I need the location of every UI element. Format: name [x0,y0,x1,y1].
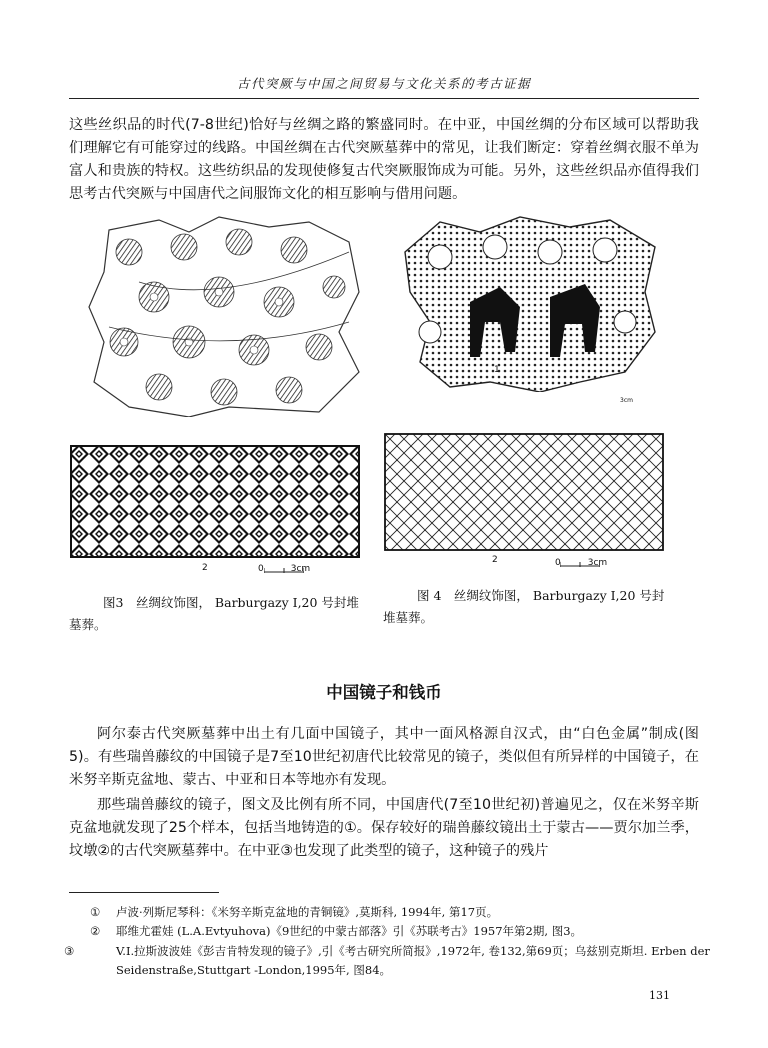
figure3-scale-label: 0 3cm [258,564,311,574]
figure4-caption: 图 4 丝绸纹饰图， Barburgazy I,20 号封堆墓葬。 [383,588,665,625]
section-title: 中国镜子和钱币 [326,683,442,702]
figure4-label-2: 2 [492,555,498,565]
figure4-animal-pattern [400,212,660,392]
page-number: 131 [649,989,670,1002]
paragraph-silk: 这些丝织品的时代(7-8世纪)恰好与丝绸之路的繁盛同时。在中亚，中国丝绸的分布区域可以帮助我们理解它有可能穿过的线路。中国丝绸在古代突厥墓葬中的常见，让我们断定：穿着丝绸衣服不单为富人和贵族的特权。这些纺织品的发现使修复古代突厥服饰成为可能。另外，这些丝织品亦值得我们思考古代突厥与中国唐代之间服饰文化的相互影响与借用问题。 [69,117,699,202]
figure3-label-2: 2 [202,563,208,573]
footnote-2-mark: ② [90,924,101,938]
header-rule [69,98,699,99]
footnote-2 [90,922,700,941]
figure3-floral-pattern [69,212,364,417]
footnote-1-text: 卢波·列斯尼琴科：《米努辛斯克盆地的青铜镜》,莫斯科, 1994年, 第17页。 [116,905,499,919]
footnote-1-mark: ① [90,905,101,919]
paragraph-mirrors: 阿尔泰古代突厥墓葬中出土有几面中国镜子，其中一面风格源自汉式，由“白色金属”制成(图5)。有些瑞兽藤纹的中国镜子是7至10世纪初唐代比较常见的镜子，类似但有所异样的中国镜子，在米努辛斯克盆地、蒙古、中亚和日本等地亦有发现。 [69,726,699,788]
figure4-scale-label-top: 3cm [620,397,633,404]
figure4-scale-label: 0 3cm [555,558,608,568]
footnote-rule [69,892,219,893]
footnote-2-text: 耶维尤霍娃 (L.A.Evtyuhova)《9世纪的中蒙古部落》引《苏联考古》1957年第2期, 图3。 [116,924,583,938]
footnote-1 [90,903,700,922]
paragraph-mirror-finds: 那些瑞兽藤纹的镜子，图文及比例有所不同，中国唐代(7至10世纪初)普遍见之，仅在米努辛斯克盆地就发现了25个样本，包括当地铸造的①。保存较好的瑞兽藤纹镜出土于蒙古——贾尔加兰季，坟墩②的古代突厥墓葬中。在中亚③也发现了此类型的镜子，这种镜子的残片 [69,797,699,859]
figure3-caption: 图3 丝绸纹饰图， Barburgazy I,20 号封堆墓葬。 [69,595,359,632]
footnote-3-text: V.I.拉斯波波娃《彭吉肯特发现的镜子》,引《考古研究所简报》,1972年, 卷132,第69页；乌兹别克斯坦. Erben der Seidenstraße,Stuttgart -London,1995年, 图84。 [116,944,710,977]
figure3-diamond-pattern [69,444,361,559]
running-header: 古代突厥与中国之间贸易与文化关系的考古证据 [236,76,531,91]
footnote-3-mark: ③ [64,944,75,958]
figure4-label-1: 1 [494,365,500,375]
figure4-lattice-pattern [383,432,665,552]
footnote-3 [64,942,716,980]
